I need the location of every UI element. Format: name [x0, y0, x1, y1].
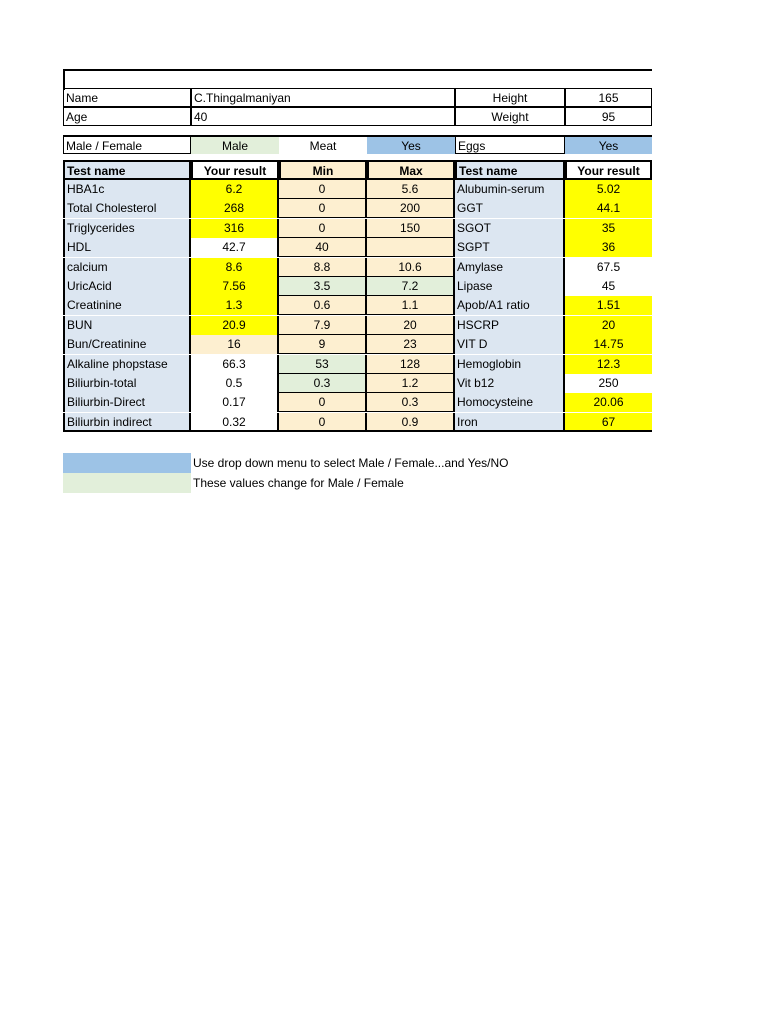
header-test-name-2: Test name: [455, 160, 565, 180]
result-cell[interactable]: 45: [565, 277, 652, 296]
height-value[interactable]: 165: [565, 88, 652, 107]
table-row: [63, 277, 652, 296]
test-name-cell: SGPT: [455, 238, 565, 257]
test-name-cell: HDL: [63, 238, 191, 257]
result-cell[interactable]: 36: [565, 238, 652, 257]
max-cell: 1.2: [367, 374, 455, 393]
header-your-result-2: Your result: [565, 160, 652, 180]
name-value[interactable]: C.Thingalmaniyan: [191, 88, 455, 107]
result-cell[interactable]: 42.7: [191, 238, 279, 257]
result-cell[interactable]: 67.5: [565, 258, 652, 277]
test-name-cell: Alkaline phopstase: [63, 355, 191, 374]
min-cell: 53: [279, 355, 367, 374]
test-name-cell: Homocysteine: [455, 393, 565, 412]
result-cell[interactable]: 6.2: [191, 180, 279, 199]
header-max: Max: [367, 160, 455, 180]
weight-value[interactable]: 95: [565, 107, 652, 126]
test-name-cell: Biliurbin-Direct: [63, 393, 191, 412]
result-cell[interactable]: 35: [565, 219, 652, 238]
min-cell: 40: [279, 238, 367, 257]
max-cell: 10.6: [367, 258, 455, 277]
test-name-cell: Iron: [455, 413, 565, 432]
max-cell: 23: [367, 335, 455, 354]
min-cell: 0.6: [279, 296, 367, 315]
result-cell[interactable]: 16: [191, 335, 279, 354]
min-cell: 0: [279, 219, 367, 238]
min-cell: 0: [279, 199, 367, 218]
legend-swatch-blue: [63, 453, 191, 473]
min-cell: 3.5: [279, 277, 367, 296]
table-row: [63, 374, 652, 393]
result-cell[interactable]: 0.32: [191, 413, 279, 432]
result-cell[interactable]: 20: [565, 316, 652, 335]
test-name-cell: Triglycerides: [63, 219, 191, 238]
test-name-cell: VIT D: [455, 335, 565, 354]
table-row: [63, 335, 652, 354]
max-cell: 0.3: [367, 393, 455, 412]
test-name-cell: Bun/Creatinine: [63, 335, 191, 354]
table-row: [63, 413, 652, 432]
min-cell: 7.9: [279, 316, 367, 335]
table-row: [63, 393, 652, 412]
age-value[interactable]: 40: [191, 107, 455, 126]
test-name-cell: Amylase: [455, 258, 565, 277]
eggs-dropdown[interactable]: Yes: [565, 135, 652, 154]
sex-label: Male / Female: [63, 135, 191, 154]
result-cell[interactable]: 12.3: [565, 355, 652, 374]
max-cell: 0.9: [367, 413, 455, 432]
min-cell: 8.8: [279, 258, 367, 277]
result-cell[interactable]: 1.3: [191, 296, 279, 315]
max-cell: 200: [367, 199, 455, 218]
eggs-label: Eggs: [455, 135, 565, 154]
test-name-cell: BUN: [63, 316, 191, 335]
legend-dropdown-text: Use drop down menu to select Male / Female...and Yes/NO: [193, 456, 509, 470]
meat-dropdown[interactable]: Yes: [367, 135, 455, 154]
header-min: Min: [279, 160, 367, 180]
result-cell[interactable]: 14.75: [565, 335, 652, 354]
table-row: [63, 258, 652, 277]
table-row: [63, 296, 652, 315]
test-name-cell: Hemoglobin: [455, 355, 565, 374]
table-row: [63, 219, 652, 238]
table-row: [63, 238, 652, 257]
max-cell: [367, 238, 455, 257]
result-cell[interactable]: 0.5: [191, 374, 279, 393]
test-name-cell: GGT: [455, 199, 565, 218]
height-label: Height: [455, 88, 565, 107]
result-cell[interactable]: 268: [191, 199, 279, 218]
meat-label: Meat: [279, 135, 367, 154]
age-label: Age: [63, 107, 191, 126]
min-cell: 0: [279, 413, 367, 432]
max-cell: 128: [367, 355, 455, 374]
test-name-cell: Biliurbin indirect: [63, 413, 191, 432]
result-cell[interactable]: 67: [565, 413, 652, 432]
max-cell: 5.6: [367, 180, 455, 199]
result-cell[interactable]: 66.3: [191, 355, 279, 374]
test-name-cell: Alubumin-serum: [455, 180, 565, 199]
max-cell: 20: [367, 316, 455, 335]
result-cell[interactable]: 7.56: [191, 277, 279, 296]
test-name-cell: HSCRP: [455, 316, 565, 335]
result-cell[interactable]: 316: [191, 219, 279, 238]
options-row: [63, 135, 652, 154]
result-cell[interactable]: 44.1: [565, 199, 652, 218]
min-cell: 0: [279, 180, 367, 199]
test-name-cell: Lipase: [455, 277, 565, 296]
result-cell[interactable]: 5.02: [565, 180, 652, 199]
min-cell: 0: [279, 393, 367, 412]
test-name-cell: Creatinine: [63, 296, 191, 315]
title-row: [63, 69, 652, 90]
result-cell[interactable]: 20.9: [191, 316, 279, 335]
min-cell: 9: [279, 335, 367, 354]
name-label: Name: [63, 88, 191, 107]
min-cell: 0.3: [279, 374, 367, 393]
sex-dropdown[interactable]: Male: [191, 135, 279, 154]
result-cell[interactable]: 20.06: [565, 393, 652, 412]
test-name-cell: SGOT: [455, 219, 565, 238]
max-cell: 150: [367, 219, 455, 238]
result-cell[interactable]: 250: [565, 374, 652, 393]
result-cell[interactable]: 0.17: [191, 393, 279, 412]
age-row: [63, 107, 652, 126]
name-row: [63, 88, 652, 107]
table-row: [63, 316, 652, 335]
max-cell: 1.1: [367, 296, 455, 315]
legend-swatch-green: [63, 473, 191, 493]
max-cell: 7.2: [367, 277, 455, 296]
result-cell[interactable]: 1.51: [565, 296, 652, 315]
weight-label: Weight: [455, 107, 565, 126]
test-name-cell: Vit b12: [455, 374, 565, 393]
result-cell[interactable]: 8.6: [191, 258, 279, 277]
header-test-name: Test name: [63, 160, 191, 180]
legend-gender-text: These values change for Male / Female: [193, 476, 404, 490]
test-name-cell: Total Cholesterol: [63, 199, 191, 218]
table-row: [63, 180, 652, 199]
test-name-cell: HBA1c: [63, 180, 191, 199]
test-name-cell: Apob/A1 ratio: [455, 296, 565, 315]
table-row: [63, 199, 652, 218]
header-your-result: Your result: [191, 160, 279, 180]
test-name-cell: Biliurbin-total: [63, 374, 191, 393]
table-row: [63, 355, 652, 374]
header-row: [63, 160, 652, 180]
test-name-cell: calcium: [63, 258, 191, 277]
test-name-cell: UricAcid: [63, 277, 191, 296]
